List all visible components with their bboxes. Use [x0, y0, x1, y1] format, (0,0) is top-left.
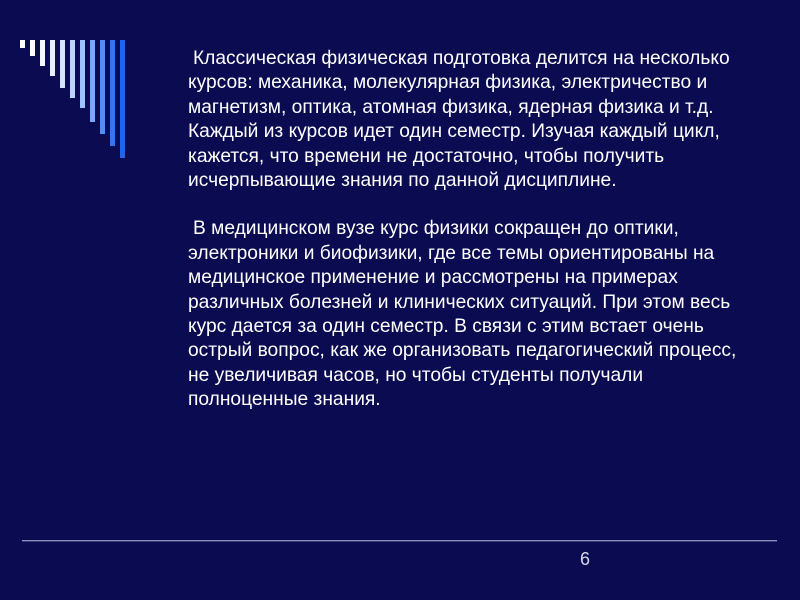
deco-bar: [40, 40, 45, 66]
paragraph-2: В медицинском вузе курс физики сокращен до оптики, электроники и биофизики, где все темы ориентированы на медицинское применение и рассмотрены на примерах различных болезней и клинических ситуаций. При этом весь курс дается за один семестр. В связи с этим встает очень острый вопрос, как же организовать педагогический процесс, не увеличивая часов, но чтобы студенты получали полноценные знания.: [188, 218, 737, 411]
deco-bar: [20, 40, 25, 48]
deco-bar: [30, 40, 35, 56]
footer-divider: [22, 540, 777, 542]
deco-bar: [90, 40, 95, 122]
deco-bar: [80, 40, 85, 108]
paragraph-1: Классическая физическая подготовка делится на несколько курсов: механика, молекулярная физика, электричество и магнетизм, оптика, атомная физика, ядерная физика и т.д. Каждый из курсов идет один семестр. Изучая каждый цикл, кажется, что времени не достаточно, чтобы получить исчерпывающие знания по данной дисциплине.: [188, 48, 730, 192]
page-number: 6: [579, 549, 590, 569]
deco-bar: [100, 40, 105, 134]
deco-bar: [70, 40, 75, 98]
deco-bar: [110, 40, 115, 146]
deco-bar: [50, 40, 55, 76]
deco-bar: [60, 40, 65, 88]
decorative-bars: [0, 0, 140, 170]
slide-body: [188, 47, 748, 413]
deco-bar: [120, 40, 125, 158]
